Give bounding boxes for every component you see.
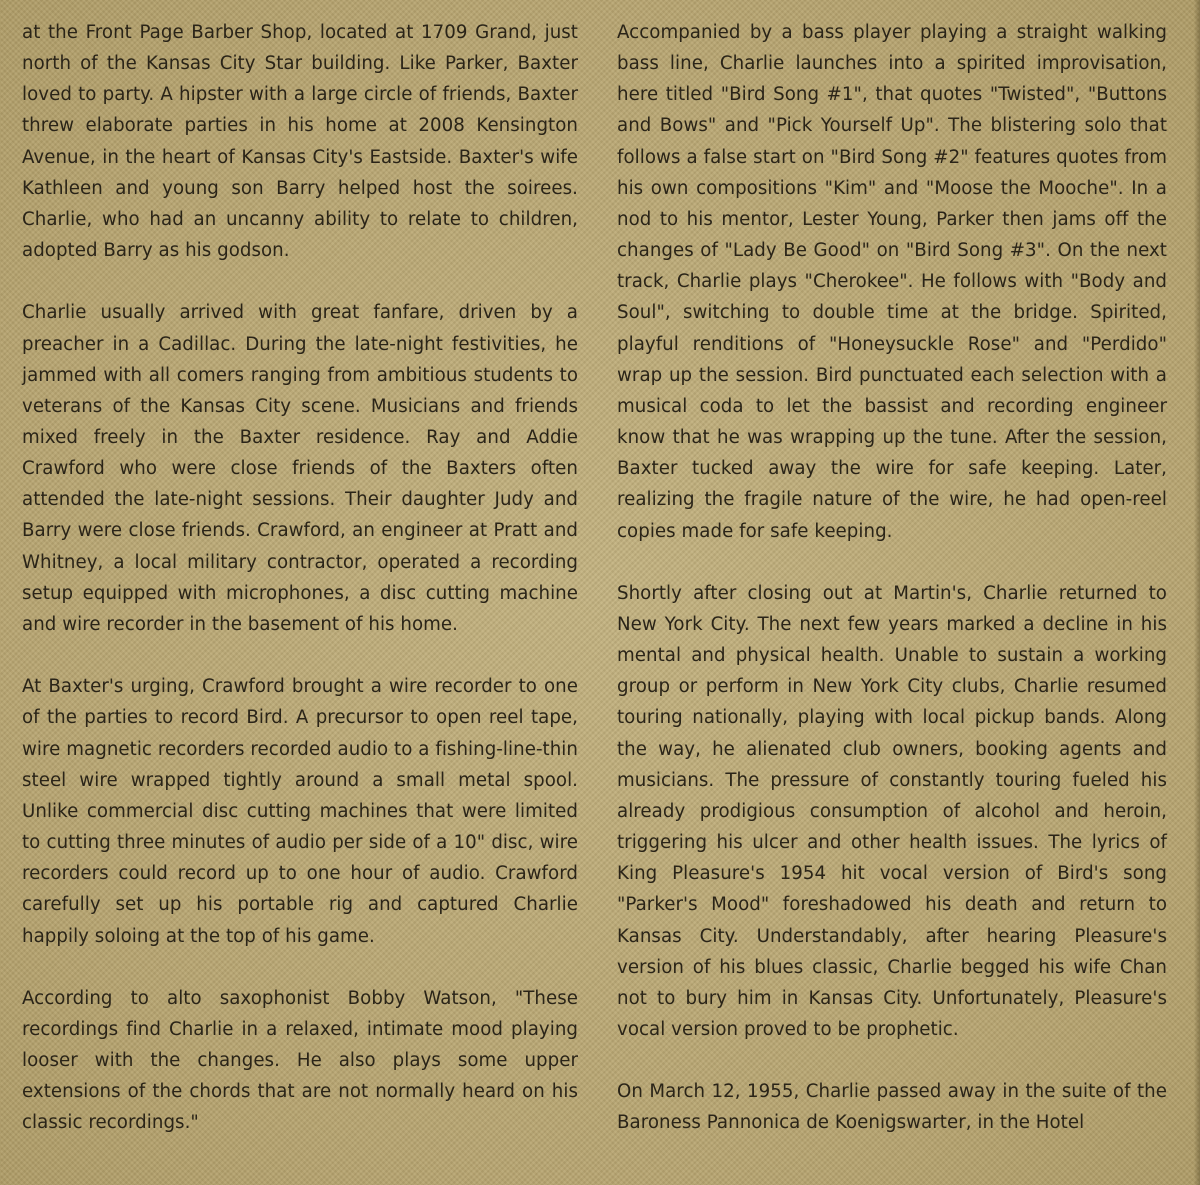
paragraph: At Baxter's urging, Crawford brought a wire recorder to one of the parties to record Bird. A precursor to open reel tape, wire magnetic recorders recorded audio to a fishing-line-thin steel wire wrapped tightly around a small metal spool. Unlike commercial disc cutting machines that were limited to cutting three minutes of audio per side of a 10" disc, wire recorders could record up to one hour of audio. Crawford carefully set up his portable rig and captured Charlie happily soloing at the top of his game. (22, 676, 578, 947)
page-edge-shadow (1194, 0, 1200, 1185)
paragraph: On March 12, 1955, Charlie passed away in the suite of the Baroness Pannonica de Koenigswarter, in the Hotel (617, 1081, 1167, 1134)
right-column (617, 17, 1167, 1139)
paragraph: at the Front Page Barber Shop, located at 1709 Grand, just north of the Kansas City Star building. Like Parker, Baxter loved to party. A hipster with a large circle of friends, Baxter threw elaborate parties in his home at 2008 Kensington Avenue, in the heart of Kansas City's Eastside. Baxter's wife Kathleen and young son Barry helped host the soirees. Charlie, who had an uncanny ability to relate to children, adopted Barry as his godson. (22, 22, 578, 262)
paragraph: Charlie usually arrived with great fanfare, driven by a preacher in a Cadillac. During the late-night festivities, he jammed with all comers ranging from ambitious students to veterans of the Kansas City scene. Musicians and friends mixed freely in the Baxter residence. Ray and Addie Crawford who were close friends of the Baxters often attended the late-night sessions. Their daughter Judy and Barry were close friends. Crawford, an engineer at Pratt and Whitney, a local military contractor, operated a recording setup equipped with microphones, a disc cutting machine and wire recorder in the basement of his home. (22, 302, 578, 635)
left-column (22, 17, 578, 1139)
paragraph: Shortly after closing out at Martin's, Charlie returned to New York City. The next few years marked a decline in his mental and physical health. Unable to sustain a working group or perform in New York City clubs, Charlie resumed touring nationally, playing with local pickup bands. Along the way, he alienated club owners, booking agents and musicians. The pressure of constantly touring fueled his already prodigious consumption of alcohol and heroin, triggering his ulcer and other health issues. The lyrics of King Pleasure's 1954 hit vocal version of Bird's song "Parker's Mood" foreshadowed his death and return to Kansas City. Understandably, after hearing Pleasure's version of his blues classic, Charlie begged his wife Chan not to bury him in Kansas City. Unfortunately, Pleasure's vocal version proved to be prophetic. (617, 582, 1167, 1040)
paragraph: According to alto saxophonist Bobby Watson, "These recordings find Charlie in a relaxed, intimate mood playing looser with the changes. He also plays some upper extensions of the chords that are not normally heard on his classic recordings." (22, 987, 578, 1134)
paragraph: Accompanied by a bass player playing a straight walking bass line, Charlie launches into a spirited improvisation, here titled "Bird Song #1", that quotes "Twisted", "Buttons and Bows" and "Pick Yourself Up". The blistering solo that follows a false start on "Bird Song #2" features quotes from his own compositions "Kim" and "Moose the Mooche". In a nod to his mentor, Lester Young, Parker then jams off the changes of "Lady Be Good" on "Bird Song #3". On the next track, Charlie plays "Cherokee". He follows with "Body and Soul", switching to double time at the bridge. Spirited, playful renditions of "Honeysuckle Rose" and "Perdido" wrap up the session. Bird punctuated each selection with a musical coda to let the bassist and recording engineer know that he was wrapping up the tune. After the session, Baxter tucked away the wire for safe keeping. Later, realizing the fragile nature of the wire, he had open-reel copies made for safe keeping. (617, 22, 1167, 542)
